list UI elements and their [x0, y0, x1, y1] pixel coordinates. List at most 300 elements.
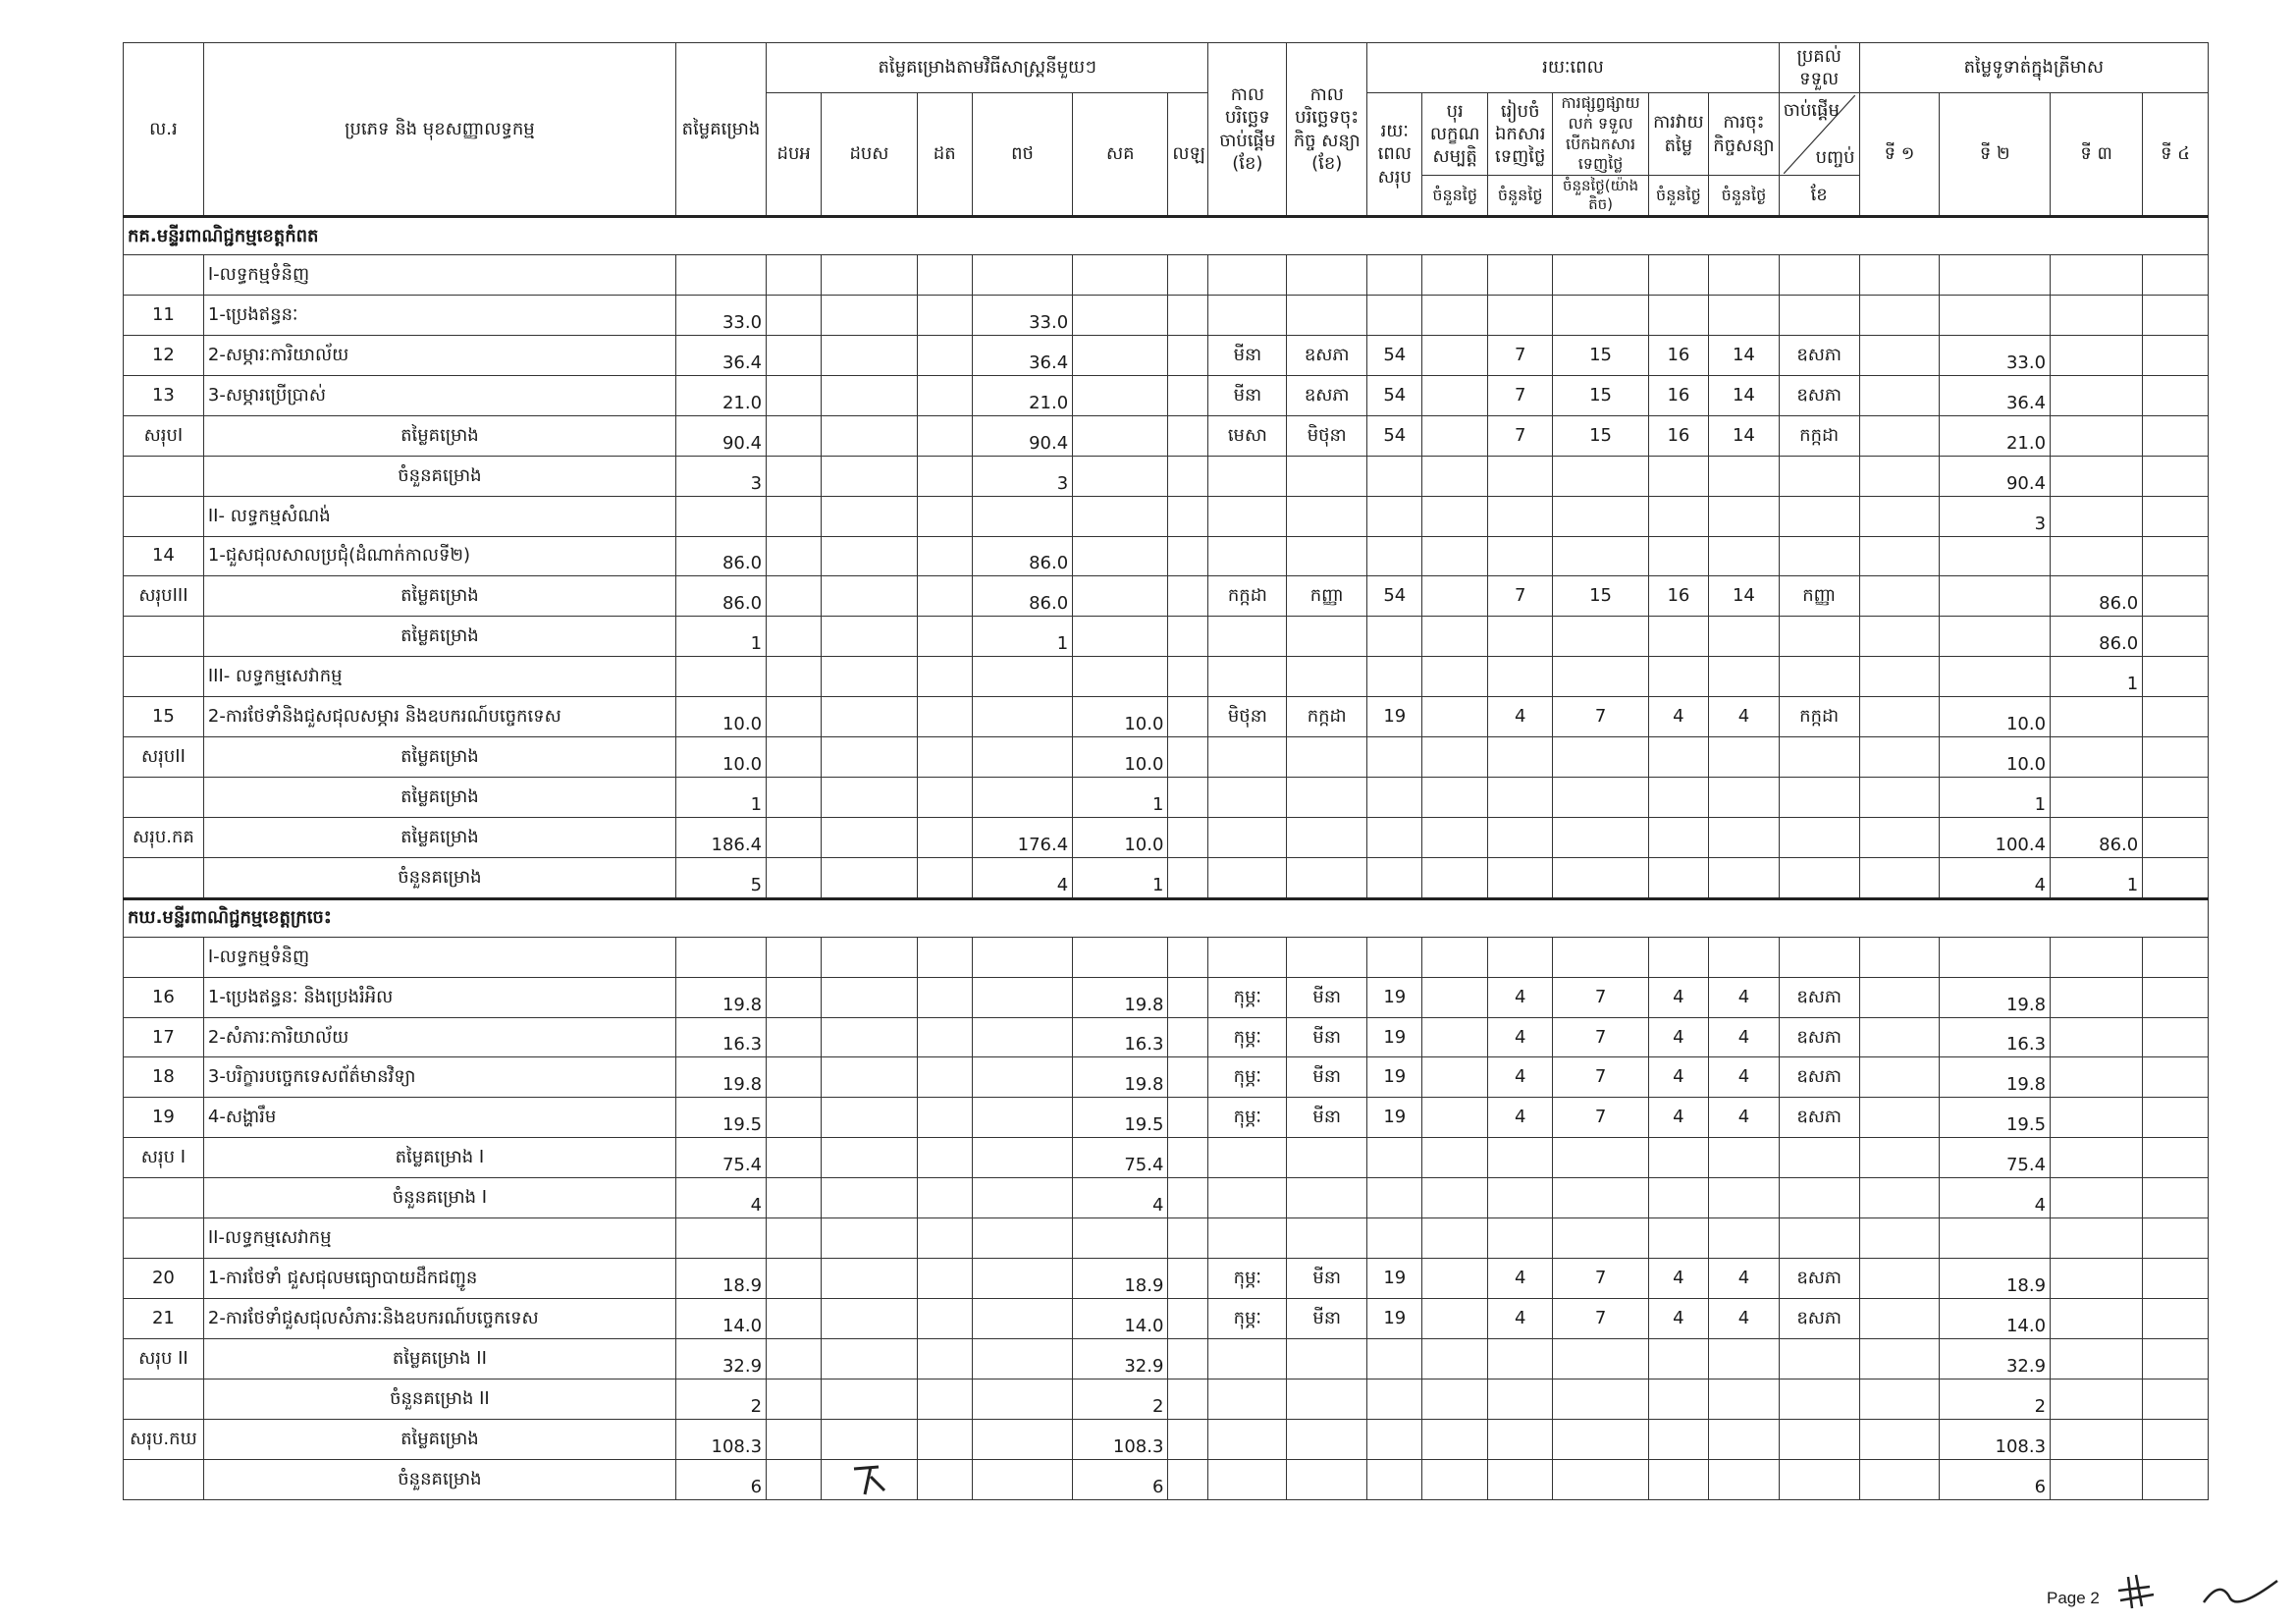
- duration-days-cell: [1487, 456, 1553, 496]
- method-cell: [1073, 937, 1168, 977]
- quarter-cell: 33.0: [1940, 335, 2051, 375]
- duration-days-cell: [1709, 857, 1780, 898]
- start-month-cell: កុម្ភៈ: [1208, 977, 1287, 1017]
- duration-days-cell: [1709, 496, 1780, 536]
- row-number: [124, 496, 204, 536]
- quarter-cell: [2051, 1259, 2143, 1299]
- duration-days-cell: 4: [1709, 1098, 1780, 1138]
- method-cell: [917, 1138, 972, 1178]
- duration-days-cell: [1422, 857, 1488, 898]
- quarter-cell: [2143, 1098, 2209, 1138]
- sign-month-cell: [1287, 857, 1367, 898]
- quarter-cell: [2051, 697, 2143, 737]
- header-duration: ការផ្សព្វផ្សាយ លក់ ទទួល បើកឯកសារ ទេញថ្លៃ: [1553, 93, 1648, 176]
- method-cell: [822, 335, 917, 375]
- delivery-month-cell: ឧសភា: [1779, 1017, 1859, 1057]
- method-cell: [972, 1259, 1072, 1299]
- header-sign: កាល បរិច្ឆេទចុះ កិច្ច សន្យា (ខែ): [1287, 43, 1367, 217]
- sign-month-cell: [1287, 496, 1367, 536]
- start-month-cell: មីនា: [1208, 335, 1287, 375]
- method-cell: [917, 1218, 972, 1259]
- row-number: 16: [124, 977, 204, 1017]
- duration-days-cell: [1487, 1218, 1553, 1259]
- quarter-cell: [1859, 335, 1940, 375]
- method-cell: [767, 1379, 822, 1419]
- method-cell: [1168, 295, 1208, 335]
- quarter-cell: [2143, 1379, 2209, 1419]
- quarter-cell: 10.0: [1940, 697, 2051, 737]
- summary-row: [124, 1459, 2209, 1499]
- method-cell: [822, 778, 917, 818]
- start-month-cell: កុម្ភៈ: [1208, 1017, 1287, 1057]
- duration-days-cell: 4: [1648, 1017, 1708, 1057]
- header-delivery: ប្រគល់ទទួល: [1779, 43, 1859, 93]
- method-cell: 19.5: [1073, 1098, 1168, 1138]
- duration-total-cell: 54: [1367, 415, 1422, 456]
- duration-days-cell: 4: [1709, 1259, 1780, 1299]
- method-cell: [1168, 335, 1208, 375]
- method-cell: [767, 1178, 822, 1218]
- duration-total-cell: 54: [1367, 576, 1422, 617]
- method-cell: [917, 1299, 972, 1339]
- delivery-month-cell: [1779, 456, 1859, 496]
- duration-total-cell: [1367, 1138, 1422, 1178]
- quarter-cell: [2143, 456, 2209, 496]
- duration-days-cell: [1487, 937, 1553, 977]
- duration-days-cell: [1648, 536, 1708, 576]
- method-cell: [917, 657, 972, 697]
- method-cell: 4: [972, 857, 1072, 898]
- row-number: 15: [124, 697, 204, 737]
- duration-days-cell: [1709, 1338, 1780, 1379]
- duration-days-cell: [1487, 737, 1553, 778]
- method-cell: 1: [972, 617, 1072, 657]
- delivery-month-cell: ឧសភា: [1779, 335, 1859, 375]
- method-cell: 19.8: [1073, 1057, 1168, 1098]
- delivery-month-cell: [1779, 737, 1859, 778]
- method-cell: [1168, 817, 1208, 857]
- sign-month-cell: [1287, 255, 1367, 296]
- method-cell: [1168, 937, 1208, 977]
- table-row: [124, 977, 2209, 1017]
- row-number: [124, 657, 204, 697]
- quarter-cell: [1859, 1057, 1940, 1098]
- budget-cell: 2: [675, 1379, 766, 1419]
- method-cell: [917, 617, 972, 657]
- start-month-cell: មីនា: [1208, 375, 1287, 415]
- duration-days-cell: 4: [1648, 697, 1708, 737]
- budget-cell: 6: [675, 1459, 766, 1499]
- quarter-cell: [2143, 1057, 2209, 1098]
- budget-cell: [675, 255, 766, 296]
- delivery-month-cell: [1779, 295, 1859, 335]
- budget-cell: 16.3: [675, 1017, 766, 1057]
- duration-days-cell: [1648, 817, 1708, 857]
- duration-days-cell: [1553, 496, 1648, 536]
- budget-cell: 32.9: [675, 1338, 766, 1379]
- quarter-cell: [2051, 536, 2143, 576]
- method-cell: [767, 456, 822, 496]
- method-cell: [767, 1057, 822, 1098]
- method-cell: [1168, 977, 1208, 1017]
- duration-days-cell: [1422, 778, 1488, 818]
- subsection-title: III- លទ្ធកម្មសេវាកម្ម: [203, 657, 675, 697]
- duration-days-cell: [1422, 1218, 1488, 1259]
- budget-cell: 10.0: [675, 737, 766, 778]
- budget-cell: 18.9: [675, 1259, 766, 1299]
- method-cell: [822, 937, 917, 977]
- sign-month-cell: កញ្ញា: [1287, 576, 1367, 617]
- duration-total-cell: [1367, 1218, 1422, 1259]
- quarter-cell: [1859, 737, 1940, 778]
- method-cell: 16.3: [1073, 1017, 1168, 1057]
- method-cell: 32.9: [1073, 1338, 1168, 1379]
- header-delivery-start: ចាប់ផ្តើម: [1783, 99, 1840, 121]
- quarter-cell: 3: [1940, 496, 2051, 536]
- method-cell: [917, 255, 972, 296]
- delivery-month-cell: [1779, 496, 1859, 536]
- duration-total-cell: [1367, 778, 1422, 818]
- section-title: កឃ.មន្ទីរពាណិជ្ជកម្មខេត្តក្រចេះ: [124, 898, 2209, 937]
- duration-days-cell: [1553, 1419, 1648, 1459]
- quarter-cell: [2143, 617, 2209, 657]
- duration-days-cell: [1422, 1459, 1488, 1499]
- quarter-cell: 21.0: [1940, 415, 2051, 456]
- quarter-cell: [1859, 1178, 1940, 1218]
- method-cell: [767, 778, 822, 818]
- row-number: 14: [124, 536, 204, 576]
- start-month-cell: កុម្ភៈ: [1208, 1259, 1287, 1299]
- method-cell: [822, 415, 917, 456]
- duration-days-cell: [1648, 456, 1708, 496]
- summary-row: [124, 1419, 2209, 1459]
- delivery-month-cell: [1779, 536, 1859, 576]
- duration-total-cell: [1367, 496, 1422, 536]
- subsection-row: [124, 937, 2209, 977]
- budget-cell: 3: [675, 456, 766, 496]
- method-cell: [1168, 1017, 1208, 1057]
- method-cell: [822, 1419, 917, 1459]
- quarter-cell: 1: [1940, 778, 2051, 818]
- method-cell: [767, 536, 822, 576]
- budget-cell: [675, 937, 766, 977]
- quarter-cell: [2051, 1017, 2143, 1057]
- duration-total-cell: [1367, 937, 1422, 977]
- duration-days-cell: [1648, 778, 1708, 818]
- delivery-month-cell: កញ្ញា: [1779, 576, 1859, 617]
- method-cell: [1168, 1138, 1208, 1178]
- method-cell: [822, 456, 917, 496]
- start-month-cell: កុម្ភៈ: [1208, 1299, 1287, 1339]
- duration-total-cell: [1367, 1459, 1422, 1499]
- method-cell: [822, 1218, 917, 1259]
- row-number: [124, 456, 204, 496]
- duration-days-cell: 16: [1648, 335, 1708, 375]
- header-quarter: ទី ៤: [2143, 93, 2209, 217]
- start-month-cell: [1208, 1459, 1287, 1499]
- duration-days-cell: 7: [1487, 576, 1553, 617]
- quarter-cell: [2143, 1017, 2209, 1057]
- duration-days-cell: [1709, 1419, 1780, 1459]
- quarter-cell: [1859, 857, 1940, 898]
- method-cell: [767, 255, 822, 296]
- summary-row: [124, 617, 2209, 657]
- quarter-cell: [2143, 496, 2209, 536]
- duration-days-cell: [1709, 295, 1780, 335]
- duration-days-cell: [1553, 857, 1648, 898]
- method-cell: [767, 1338, 822, 1379]
- quarter-cell: 100.4: [1940, 817, 2051, 857]
- delivery-month-cell: [1779, 1379, 1859, 1419]
- row-label: ចំនួនគម្រោង: [203, 456, 675, 496]
- duration-days-cell: [1487, 1138, 1553, 1178]
- quarter-cell: [2051, 335, 2143, 375]
- handwritten-initial: [849, 1461, 898, 1500]
- duration-days-cell: 4: [1648, 1299, 1708, 1339]
- duration-days-cell: [1422, 1057, 1488, 1098]
- quarter-cell: [2143, 1138, 2209, 1178]
- duration-days-cell: 15: [1553, 415, 1648, 456]
- method-cell: [1073, 295, 1168, 335]
- header-delivery-start-end: [1779, 93, 1859, 176]
- duration-days-cell: [1553, 617, 1648, 657]
- sign-month-cell: [1287, 1379, 1367, 1419]
- quarter-cell: [1940, 536, 2051, 576]
- header-duration-total: រយៈ ពេល សរុប: [1367, 93, 1422, 217]
- table-row: [124, 1017, 2209, 1057]
- method-cell: [1073, 657, 1168, 697]
- table-row: [124, 697, 2209, 737]
- method-cell: [1073, 496, 1168, 536]
- sign-month-cell: [1287, 536, 1367, 576]
- method-cell: [917, 1259, 972, 1299]
- sign-month-cell: [1287, 937, 1367, 977]
- quarter-cell: [2051, 255, 2143, 296]
- duration-days-cell: [1422, 937, 1488, 977]
- summary-row: [124, 415, 2209, 456]
- duration-total-cell: 19: [1367, 977, 1422, 1017]
- start-month-cell: [1208, 1338, 1287, 1379]
- duration-days-cell: 4: [1709, 1299, 1780, 1339]
- summary-row: [124, 817, 2209, 857]
- row-label: 2-សម្ភារៈការិយាល័យ: [203, 335, 675, 375]
- duration-days-cell: [1709, 778, 1780, 818]
- method-cell: 108.3: [1073, 1419, 1168, 1459]
- quarter-cell: [1859, 1098, 1940, 1138]
- method-cell: [767, 1459, 822, 1499]
- method-cell: [972, 1299, 1072, 1339]
- quarter-cell: [2143, 1459, 2209, 1499]
- method-cell: [767, 657, 822, 697]
- duration-days-cell: [1648, 617, 1708, 657]
- header-duration: រៀបចំ ឯកសារ ទេញថ្លៃ: [1487, 93, 1553, 176]
- method-cell: [1073, 456, 1168, 496]
- duration-days-cell: [1553, 778, 1648, 818]
- duration-days-cell: [1422, 817, 1488, 857]
- quarter-cell: [2143, 737, 2209, 778]
- quarter-cell: [2143, 1299, 2209, 1339]
- header-unit: ចំនួនថ្ងៃ: [1648, 176, 1708, 217]
- method-cell: [972, 737, 1072, 778]
- quarter-cell: [2143, 415, 2209, 456]
- row-number: សរុប II: [124, 1338, 204, 1379]
- duration-days-cell: [1648, 1419, 1708, 1459]
- method-cell: [917, 778, 972, 818]
- duration-days-cell: 4: [1648, 1098, 1708, 1138]
- delivery-month-cell: [1779, 617, 1859, 657]
- method-cell: [1168, 778, 1208, 818]
- method-cell: [767, 1017, 822, 1057]
- header-method: ដបស: [822, 93, 917, 217]
- start-month-cell: [1208, 1379, 1287, 1419]
- row-label: 1-ប្រេងឥន្ធនៈ និងប្រេងរំអិល: [203, 977, 675, 1017]
- method-cell: [1168, 857, 1208, 898]
- header-unit: ចំនួនថ្ងៃ(យ៉ាង តិច): [1553, 176, 1648, 217]
- row-label: តម្លៃគម្រោង: [203, 576, 675, 617]
- duration-days-cell: [1422, 375, 1488, 415]
- duration-days-cell: [1422, 536, 1488, 576]
- method-cell: [917, 415, 972, 456]
- quarter-cell: [2143, 335, 2209, 375]
- method-cell: [767, 576, 822, 617]
- method-cell: [1073, 335, 1168, 375]
- summary-row: [124, 1338, 2209, 1379]
- method-cell: [917, 857, 972, 898]
- header-no: ល.រ: [124, 43, 204, 217]
- duration-total-cell: [1367, 1379, 1422, 1419]
- duration-days-cell: 7: [1553, 1057, 1648, 1098]
- method-cell: [917, 737, 972, 778]
- duration-days-cell: [1648, 1138, 1708, 1178]
- quarter-cell: 4: [1940, 1178, 2051, 1218]
- quarter-cell: [2051, 295, 2143, 335]
- row-label: 2-ការថែទាំជួសជុលសំភារៈនិងឧបករណ៍បច្ចេកទេស: [203, 1299, 675, 1339]
- duration-days-cell: [1648, 496, 1708, 536]
- duration-days-cell: [1709, 1138, 1780, 1178]
- method-cell: [972, 1017, 1072, 1057]
- method-cell: [917, 1178, 972, 1218]
- quarter-cell: 86.0: [2051, 817, 2143, 857]
- quarter-cell: [1859, 937, 1940, 977]
- method-cell: [972, 1138, 1072, 1178]
- quarter-cell: [2051, 1098, 2143, 1138]
- sign-month-cell: [1287, 1338, 1367, 1379]
- budget-cell: 36.4: [675, 335, 766, 375]
- sign-month-cell: កក្កដា: [1287, 697, 1367, 737]
- quarter-cell: [1940, 617, 2051, 657]
- duration-days-cell: [1553, 295, 1648, 335]
- quarter-cell: [2143, 295, 2209, 335]
- quarter-cell: [1859, 496, 1940, 536]
- method-cell: [972, 496, 1072, 536]
- budget-cell: 19.8: [675, 977, 766, 1017]
- header-duration-group: រយៈពេល: [1367, 43, 1780, 93]
- duration-days-cell: [1553, 536, 1648, 576]
- duration-days-cell: [1422, 737, 1488, 778]
- start-month-cell: [1208, 817, 1287, 857]
- delivery-month-cell: [1779, 1138, 1859, 1178]
- budget-cell: [675, 496, 766, 536]
- header-unit: ចំនួនថ្ងៃ: [1709, 176, 1780, 217]
- subsection-row: [124, 255, 2209, 296]
- summary-row: [124, 737, 2209, 778]
- duration-days-cell: 7: [1553, 1259, 1648, 1299]
- method-cell: [917, 697, 972, 737]
- method-cell: [767, 295, 822, 335]
- method-cell: [972, 778, 1072, 818]
- row-label: តម្លៃគម្រោង: [203, 778, 675, 818]
- duration-total-cell: 19: [1367, 1259, 1422, 1299]
- quarter-cell: [2143, 1338, 2209, 1379]
- duration-days-cell: [1553, 937, 1648, 977]
- quarter-cell: [2051, 1419, 2143, 1459]
- method-cell: [822, 857, 917, 898]
- row-number: 19: [124, 1098, 204, 1138]
- method-cell: [1168, 496, 1208, 536]
- subsection-title: II- លទ្ធកម្មសំណង់: [203, 496, 675, 536]
- quarter-cell: [2051, 375, 2143, 415]
- start-month-cell: មេសា: [1208, 415, 1287, 456]
- method-cell: [1073, 536, 1168, 576]
- method-cell: [972, 1338, 1072, 1379]
- duration-days-cell: [1553, 1138, 1648, 1178]
- delivery-month-cell: ឧសភា: [1779, 1259, 1859, 1299]
- quarter-cell: [2051, 778, 2143, 818]
- method-cell: [917, 1338, 972, 1379]
- duration-total-cell: 19: [1367, 697, 1422, 737]
- duration-days-cell: 7: [1553, 1017, 1648, 1057]
- method-cell: 18.9: [1073, 1259, 1168, 1299]
- method-cell: 75.4: [1073, 1138, 1168, 1178]
- delivery-month-cell: [1779, 657, 1859, 697]
- quarter-cell: [2051, 1459, 2143, 1499]
- method-cell: 14.0: [1073, 1299, 1168, 1339]
- duration-days-cell: [1709, 817, 1780, 857]
- method-cell: [822, 255, 917, 296]
- quarter-cell: 75.4: [1940, 1138, 2051, 1178]
- row-label: តម្លៃគម្រោង II: [203, 1338, 675, 1379]
- duration-days-cell: [1422, 335, 1488, 375]
- row-number: [124, 778, 204, 818]
- quarter-cell: [1940, 255, 2051, 296]
- duration-days-cell: 7: [1487, 375, 1553, 415]
- quarter-cell: [1859, 415, 1940, 456]
- duration-days-cell: 7: [1553, 697, 1648, 737]
- method-cell: [917, 977, 972, 1017]
- duration-days-cell: 4: [1709, 977, 1780, 1017]
- duration-days-cell: 7: [1553, 1098, 1648, 1138]
- method-cell: [972, 1057, 1072, 1098]
- sign-month-cell: មីនា: [1287, 977, 1367, 1017]
- duration-days-cell: [1648, 1379, 1708, 1419]
- duration-days-cell: [1422, 1379, 1488, 1419]
- subsection-row: [124, 657, 2209, 697]
- duration-total-cell: [1367, 1338, 1422, 1379]
- start-month-cell: [1208, 778, 1287, 818]
- quarter-cell: [1940, 576, 2051, 617]
- method-cell: [917, 817, 972, 857]
- row-label: 1-ការថែទាំ ជួសជុលមធ្យោបាយដឹកជញ្ជូន: [203, 1259, 675, 1299]
- duration-days-cell: [1553, 1459, 1648, 1499]
- start-month-cell: [1208, 937, 1287, 977]
- duration-days-cell: [1487, 1419, 1553, 1459]
- delivery-month-cell: [1779, 255, 1859, 296]
- start-month-cell: [1208, 657, 1287, 697]
- budget-cell: 90.4: [675, 415, 766, 456]
- method-cell: [822, 1057, 917, 1098]
- method-cell: 86.0: [972, 576, 1072, 617]
- duration-days-cell: 14: [1709, 375, 1780, 415]
